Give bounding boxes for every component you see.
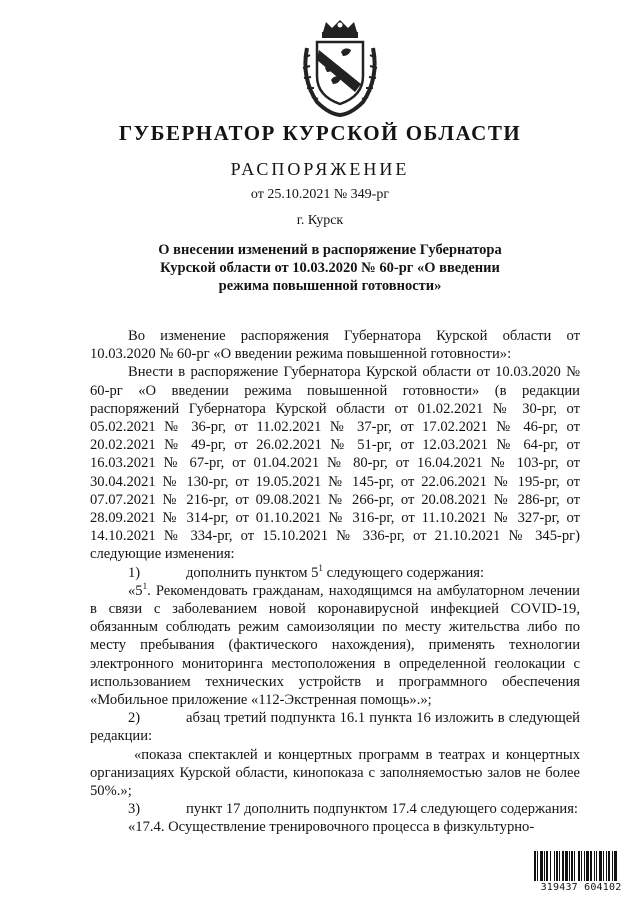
barcode-bar xyxy=(581,851,582,881)
kursk-oblast-coat-of-arms-icon xyxy=(295,18,385,118)
item-2-number: 2) xyxy=(128,710,141,727)
barcode-bar xyxy=(534,851,536,881)
barcode-bar xyxy=(603,851,604,881)
quote-1-text: . Рекомендовать гражданам, находящимся на амбулаторном лечении в связи с заболеванием новой коронавирусной инфекцией COVID-19, обязанным соблюдать режим самоизоляции по месту жительства либо по месту пребывания (фактического нахождения), применять технологии электронного мониторинга местоположения в определенной геолокации с использованием технических устройств и программного обеспечения «Мобильное приложение «112-Экстренная помощь».»; xyxy=(90,582,580,709)
authority-title: ГУБЕРНАТОР КУРСКОЙ ОБЛАСТИ xyxy=(118,121,522,145)
barcode-bar xyxy=(546,851,548,881)
item-1-superscript: 1 xyxy=(318,562,323,573)
barcode-bar xyxy=(537,851,538,881)
subject-line-2: Курской области от 10.03.2020 № 60-рг «О введении xyxy=(160,260,500,276)
barcode-bar xyxy=(584,851,585,881)
barcode-bars xyxy=(534,851,628,881)
barcode-bar xyxy=(565,851,568,881)
barcode-bar xyxy=(612,851,613,881)
barcode-bar xyxy=(559,851,560,881)
quote-1 xyxy=(90,582,580,709)
subject-line-3: режима повышенной готовности» xyxy=(218,278,442,294)
item-3 xyxy=(90,800,580,818)
barcode-bar xyxy=(571,851,573,881)
item-2 xyxy=(90,709,580,745)
document-date-number: от 25.10.2021 № 349-рг xyxy=(250,187,390,202)
item-1-tail: следующего содержания: xyxy=(322,564,485,581)
item-3-text: пункт 17 дополнить подпунктом 17.4 следующего содержания: xyxy=(186,801,578,818)
document-body xyxy=(90,327,580,837)
document-kind: РАСПОРЯЖЕНИЕ xyxy=(230,159,410,179)
quote-3: «17.4. Осуществление тренировочного процесса в физкультурно- xyxy=(128,819,535,836)
barcode-bar xyxy=(569,851,570,881)
quote-2: «показа спектаклей и концертных программ в театрах и концертных организациях Курской области, кинопоказа с заполняемостью залов не более 50%.»; xyxy=(90,746,580,800)
barcode-bar xyxy=(578,851,580,881)
quote-1-superscript: 1 xyxy=(142,580,148,591)
barcode-bar xyxy=(550,851,551,881)
item-1 xyxy=(90,564,580,582)
item-3-number: 3) xyxy=(128,801,141,818)
barcode-bar xyxy=(574,851,575,881)
barcode-bar xyxy=(586,851,589,881)
preamble-paragraph: Во изменение распоряжения Губернатора Курской области от 10.03.2020 № 60-рг «О введении режима повышенной готовности»: xyxy=(90,328,580,363)
item-1-text: дополнить пунктом 5 xyxy=(186,564,319,581)
barcode-bar xyxy=(556,851,558,881)
barcode-bar xyxy=(606,851,607,881)
barcode-bar xyxy=(554,851,555,881)
barcode-bar xyxy=(599,851,602,881)
document-city: г. Курск xyxy=(296,213,344,228)
barcode-bar xyxy=(596,851,597,881)
item-2-text: абзац третий подпункта 16.1 пункта 16 изложить в следующей редакции: xyxy=(90,710,580,745)
barcode-bar xyxy=(540,851,543,881)
barcode-bar xyxy=(614,851,617,881)
barcode-bar xyxy=(608,851,610,881)
barcode-number: 319437 604102 xyxy=(540,882,622,893)
item-1-number: 1) xyxy=(128,564,141,581)
quote-1-open: «5 xyxy=(128,582,143,599)
barcode-bar xyxy=(590,851,592,881)
subject-line-1: О внесении изменений в распоряжение Губернатора xyxy=(158,242,502,258)
barcode-bar xyxy=(544,851,545,881)
document-subject xyxy=(120,241,540,295)
document-barcode xyxy=(534,851,628,896)
barcode-bar xyxy=(594,851,595,881)
barcode-bar xyxy=(562,851,564,881)
amendment-paragraph: Внести в распоряжение Губернатора Курской области от 10.03.2020 № 60-рг «О введении режима повышенной готовности» (в редакции распоряжений Губернатора Курской области от 01.02.2021 № 30-рг, от 05.02.2021 № 36-рг, от 11.02.2021 № 37-рг, от 17.02.2021 № 46-рг, от 20.02.2021 № 49-рг, от 26.02.2021 № 51-рг, от 12.03.2021 № 64-рг, от 16.03.2021 № 67-рг, от 01.04.2021 № 80-рг, от 16.04.2021 № 103-рг, от 30.04.2021 № 130-рг, от 19.05.2021 № 145-рг, от 22.06.2021 № 195-рг, от 07.07.2021 № 216-рг, от 09.08.2021 № 266-рг, от 20.08.2021 № 286-рг, от 28.09.2021 № 314-рг, от 01.10.2021 № 316-рг, от 11.10.2021 № 327-рг, от 14.10.2021 № 334-рг, от 15.10.2021 № 336-рг, от 21.10.2021 № 345-рг) следующие изменения: xyxy=(90,364,580,563)
